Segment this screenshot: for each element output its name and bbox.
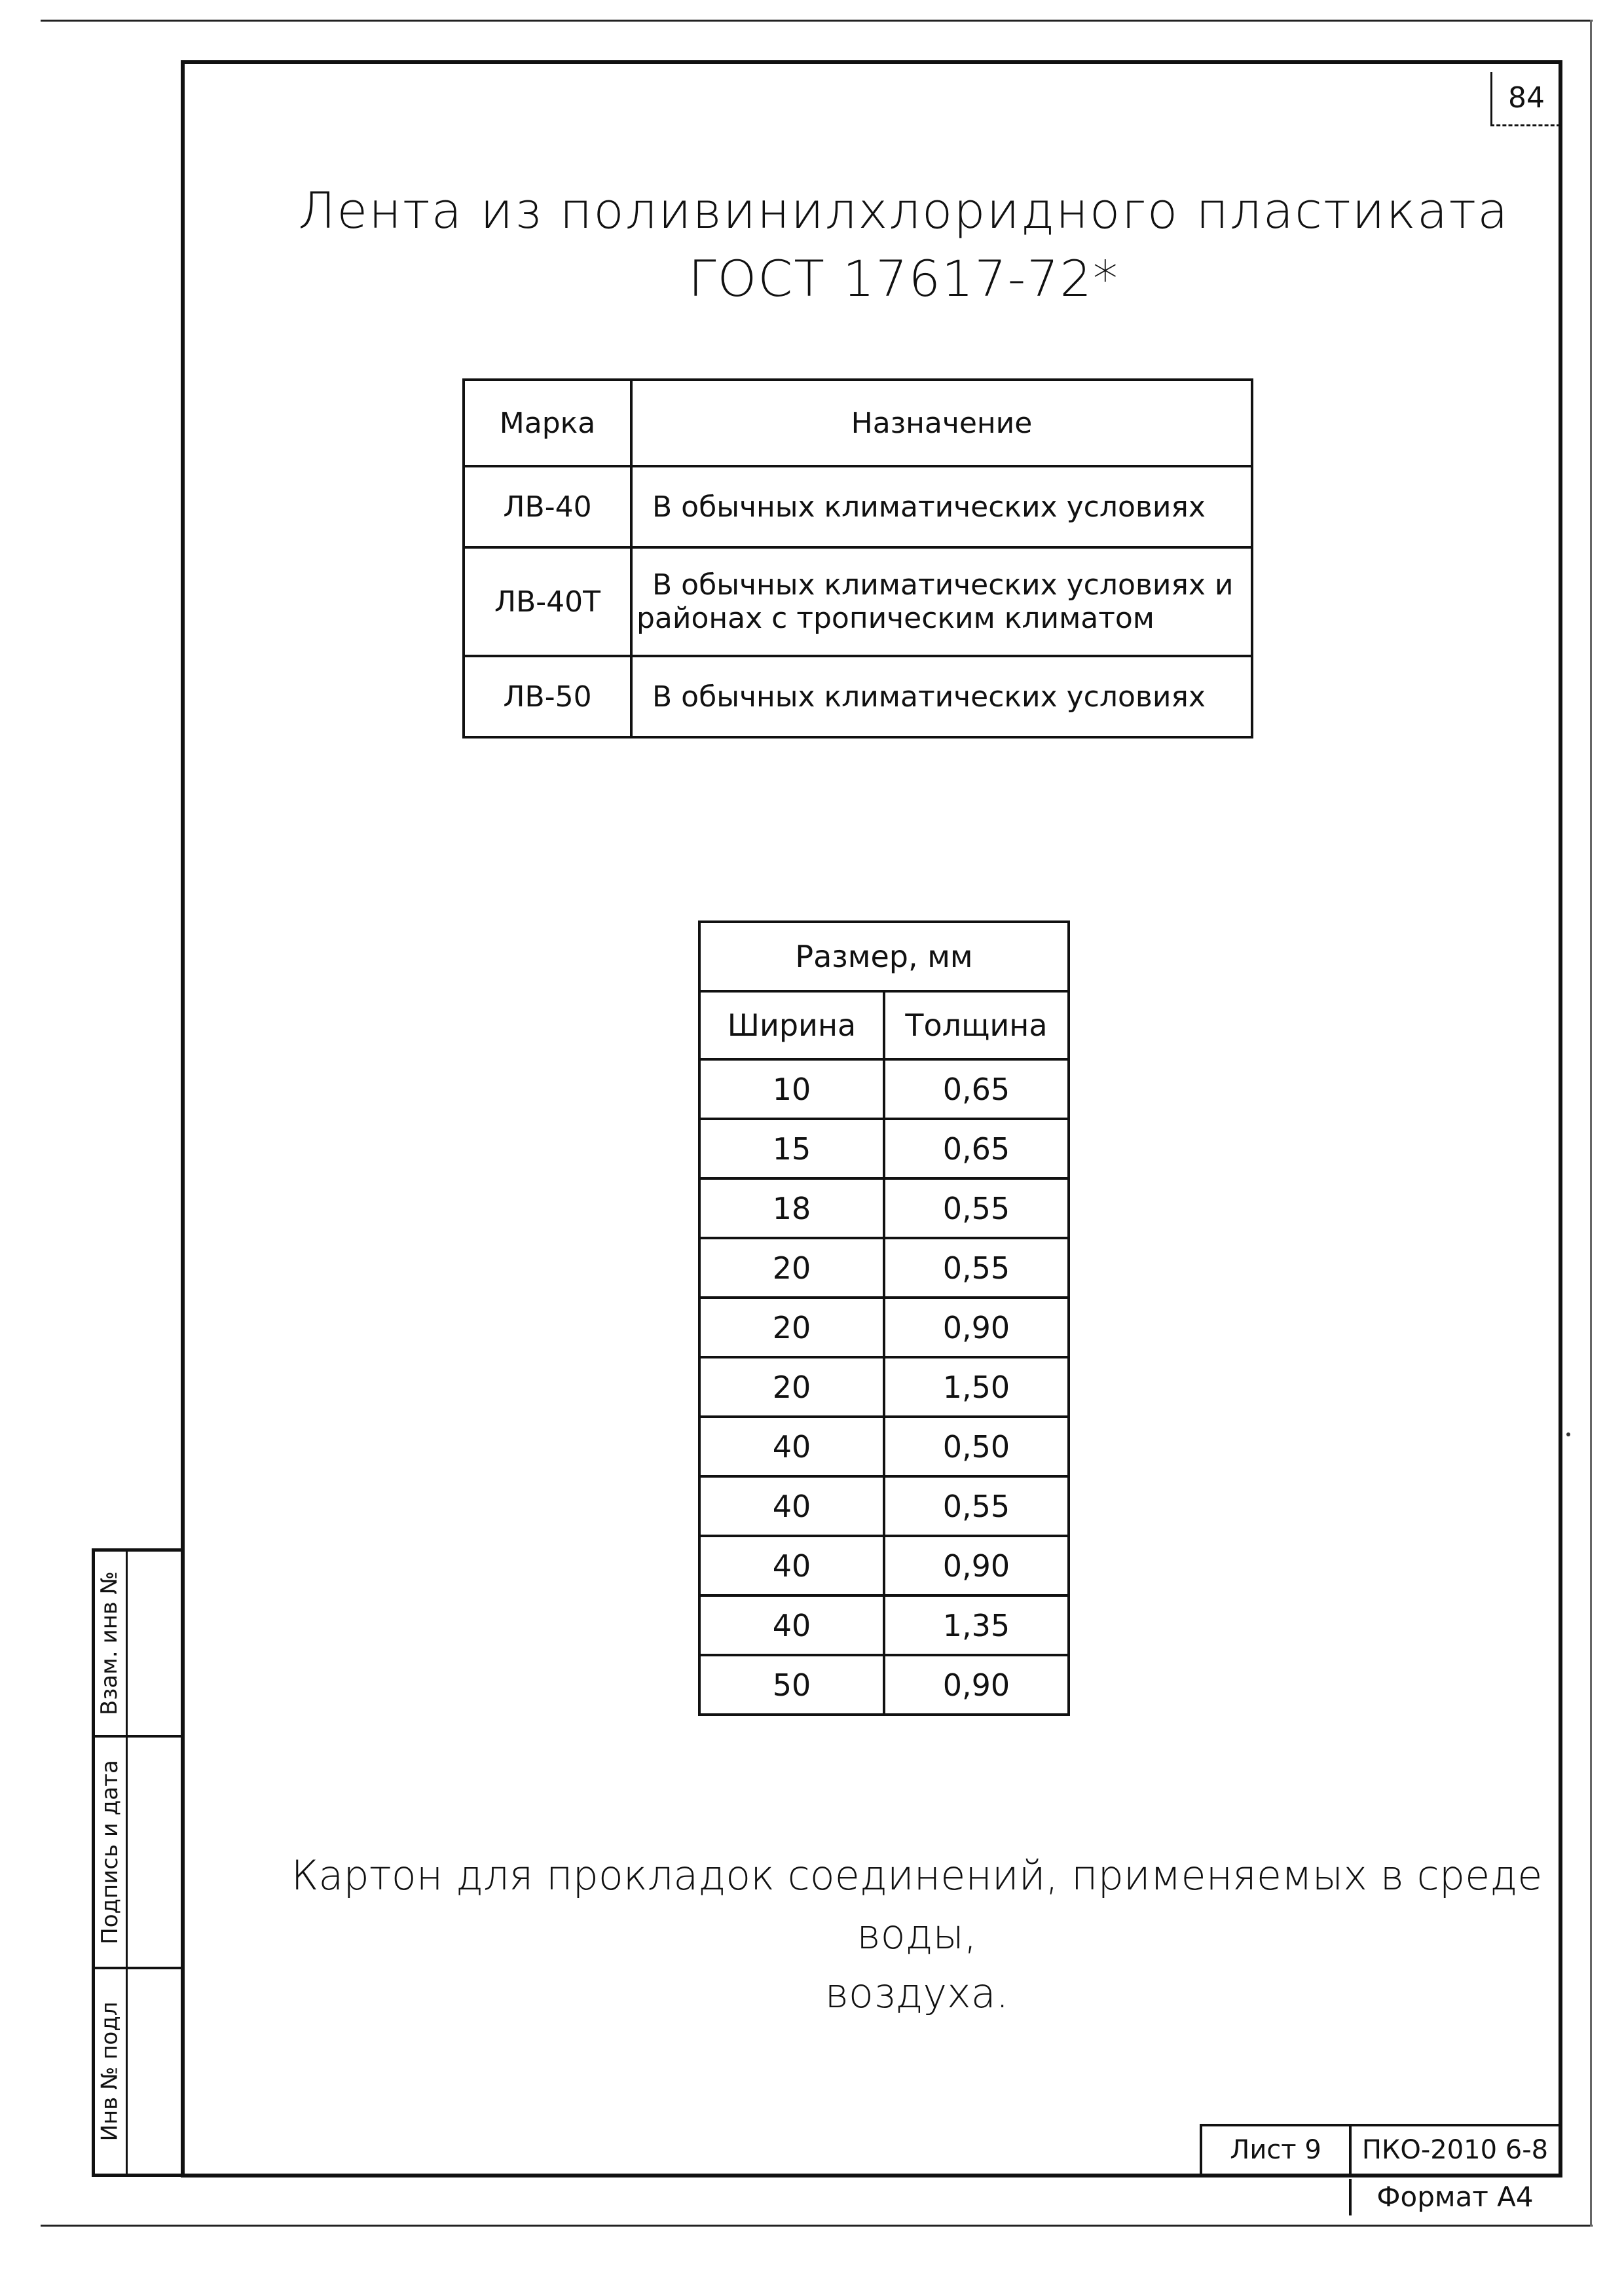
table-header-row <box>464 380 1252 466</box>
width-cell: 40 <box>699 1476 884 1536</box>
title-line-2: ГОСТ 17617-72* <box>688 249 1119 308</box>
purpose-cell <box>631 466 1252 547</box>
size-header-row <box>699 922 1069 991</box>
page-number: 84 <box>1490 72 1560 126</box>
width-header: Ширина <box>699 991 884 1059</box>
mark-cell: ЛВ-40Т <box>464 547 631 656</box>
width-cell: 15 <box>699 1119 884 1178</box>
table-row <box>699 1059 1069 1119</box>
purpose-table <box>462 378 1253 738</box>
width-cell: 40 <box>699 1536 884 1595</box>
width-cell: 50 <box>699 1655 884 1715</box>
thickness-cell: 0,90 <box>884 1536 1069 1595</box>
width-cell: 40 <box>699 1595 884 1655</box>
format-label: Формат А4 <box>1349 2179 1559 2215</box>
table-row <box>464 466 1252 547</box>
header-mark: Марка <box>464 380 631 466</box>
mark-cell: ЛВ-40 <box>464 466 631 547</box>
right-edge-line <box>1590 20 1592 2227</box>
thickness-cell: 0,55 <box>884 1476 1069 1536</box>
thickness-cell: 0,90 <box>884 1298 1069 1357</box>
thickness-cell: 0,90 <box>884 1655 1069 1715</box>
table-row <box>699 1298 1069 1357</box>
frame-right-border <box>1559 60 1562 2178</box>
width-cell: 20 <box>699 1357 884 1417</box>
purpose-line: В обычных климатических условиях <box>652 490 1206 524</box>
purpose-cell <box>631 656 1252 737</box>
top-rule <box>41 20 1593 22</box>
table-row <box>699 1417 1069 1476</box>
frame-top-border <box>181 60 1562 64</box>
width-cell: 10 <box>699 1059 884 1119</box>
page-title <box>262 177 1545 313</box>
thickness-cell: 1,35 <box>884 1595 1069 1655</box>
table-row <box>464 656 1252 737</box>
table-row <box>699 1655 1069 1715</box>
header-purpose: Назначение <box>631 380 1252 466</box>
thickness-cell: 0,50 <box>884 1417 1069 1476</box>
size-subheader-row <box>699 991 1069 1059</box>
purpose-line: В обычных климатических условиях и <box>652 568 1234 602</box>
title-line-1: Лента из поливинилхлоридного пластиката <box>298 181 1509 240</box>
cardboard-note <box>275 1846 1559 2023</box>
note-line-1: Картон для прокладок соединений, применяемых в среде воды, <box>291 1851 1543 1958</box>
stamp-divider-vertical <box>126 1548 128 2177</box>
width-cell: 40 <box>699 1417 884 1476</box>
table-row <box>464 547 1252 656</box>
stamp-replacement-inv: Взам. инв № <box>96 1571 123 1716</box>
purpose-line: В обычных климатических условиях <box>652 680 1206 714</box>
size-header: Размер, мм <box>699 922 1069 991</box>
table-row <box>699 1119 1069 1178</box>
thickness-cell: 0,55 <box>884 1238 1069 1298</box>
table-row <box>699 1357 1069 1417</box>
sheet-number: Лист 9 <box>1200 2124 1349 2174</box>
table-row <box>699 1476 1069 1536</box>
thickness-cell: 0,65 <box>884 1119 1069 1178</box>
mark-cell: ЛВ-50 <box>464 656 631 737</box>
stamp-original-inv: Инв № подл <box>96 2001 123 2141</box>
document-code: ПКО-2010 6-8 <box>1349 2124 1559 2174</box>
table-row <box>699 1178 1069 1238</box>
width-cell: 18 <box>699 1178 884 1238</box>
purpose-cell <box>631 547 1252 656</box>
bottom-rule <box>41 2225 1593 2227</box>
thickness-header: Толщина <box>884 991 1069 1059</box>
table-row <box>699 1238 1069 1298</box>
table-row <box>699 1536 1069 1595</box>
thickness-cell: 0,65 <box>884 1059 1069 1119</box>
note-line-2: воздуха. <box>824 1969 1009 2017</box>
size-table <box>698 920 1070 1716</box>
table-row <box>699 1595 1069 1655</box>
width-cell: 20 <box>699 1298 884 1357</box>
thickness-cell: 1,50 <box>884 1357 1069 1417</box>
thickness-cell: 0,55 <box>884 1178 1069 1238</box>
purpose-line: районах с тропическим климатом <box>637 602 1154 635</box>
edge-dot <box>1566 1432 1570 1436</box>
frame-bottom-border <box>181 2174 1562 2178</box>
width-cell: 20 <box>699 1238 884 1298</box>
stamp-signature-date: Подпись и дата <box>96 1760 123 1944</box>
